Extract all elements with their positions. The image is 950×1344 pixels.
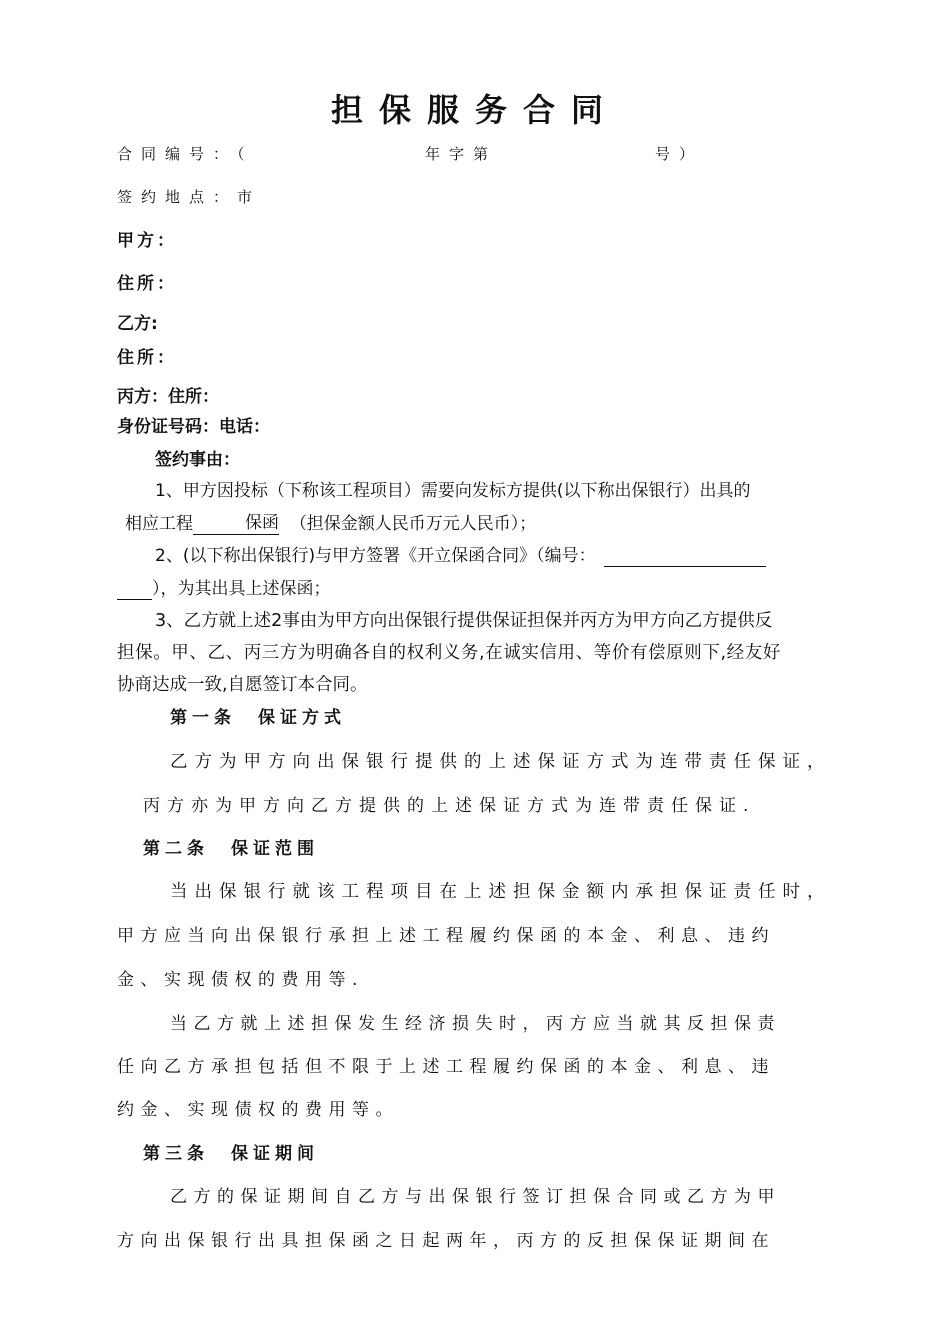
contract-number-blank	[604, 546, 766, 567]
reason-3-line-3: 协商达成一致,自愿签订本合同。	[117, 675, 368, 695]
article-1-line-1: 乙方为甲方向出保银行提供的上述保证方式为连带责任保证，	[170, 752, 832, 772]
reason-1-line-2	[125, 512, 536, 535]
article-2-p2-line-2: 任向乙方承担包括但不限于上述工程履约保函的本金、利息、违	[117, 1057, 775, 1077]
article-2-p1-line-2: 甲方应当向出保银行承担上述工程履约保函的本金、利息、违约	[117, 926, 775, 946]
contract-number-year-word: 年字第	[425, 145, 498, 163]
reason-1-line-1: 1、甲方因投标（下称该工程项目）需要向发标方提供(以下称出保银行）出具的	[155, 481, 751, 501]
id-and-phone: 身份证号码：电话：	[117, 417, 270, 437]
article-2-p2-line-3: 约金、实现债权的费用等。	[117, 1100, 399, 1120]
party-c-address: 丙方：住所：	[117, 387, 219, 407]
guarantee-letter-term: 保函	[245, 513, 279, 533]
contract-number-label: 合同编号：（	[117, 145, 254, 163]
reason-2-text-end: ），为其出具上述保函；	[152, 579, 331, 599]
reasons-heading: 签约事由：	[155, 450, 240, 470]
article-3-line-2: 方向出保银行出具担保函之日起两年，丙方的反担保保证期间在	[117, 1231, 775, 1251]
contract-number-blank-end	[117, 579, 152, 600]
party-b: 乙方:	[117, 314, 158, 334]
blank-underline	[193, 534, 245, 535]
party-a: 甲方：	[117, 231, 177, 251]
article-1-heading: 第一条 保证方式	[170, 708, 346, 728]
party-a-address: 住所：	[117, 274, 177, 294]
article-2-p2-line-1: 当乙方就上述担保发生经济损失时，丙方应当就其反担保责	[170, 1014, 781, 1034]
article-2-heading: 第二条 保证范围	[143, 839, 319, 859]
reason-3-line-1: 3、乙方就上述2事由为甲方向出保银行提供保证担保并丙方为甲方向乙方提供反	[155, 611, 773, 631]
reason-2-line-2	[117, 578, 331, 600]
sign-place: 签约地点：市	[117, 188, 262, 206]
article-3-line-1: 乙方的保证期间自乙方与出保银行签订担保合同或乙方为甲	[170, 1187, 781, 1207]
article-1-line-2: 丙方亦为甲方向乙方提供的上述保证方式为连带责任保证.	[143, 796, 756, 816]
article-2-p1-line-3: 金、实现债权的费用等.	[117, 970, 364, 990]
contract-number-end: 号）	[655, 145, 704, 163]
article-3-heading: 第三条 保证期间	[143, 1144, 319, 1164]
reason-1-amount: （担保金额人民币万元人民币）；	[289, 514, 537, 534]
document-title: 担保服务合同	[330, 91, 619, 129]
reason-2-line-1	[155, 545, 766, 567]
reason-3-line-2: 担保。甲、乙、丙三方为明确各自的权利义务,在诚实信用、等价有偿原则下,经友好	[117, 643, 781, 663]
article-2-p1-line-1: 当出保银行就该工程项目在上述担保金额内承担保证责任时，	[170, 882, 832, 902]
party-b-address: 住所：	[117, 348, 177, 368]
reason-1-project-label: 相应工程	[125, 514, 193, 534]
reason-2-text: 2、(以下称出保银行)与甲方签署《开立保函合同》（编号：	[155, 546, 596, 566]
